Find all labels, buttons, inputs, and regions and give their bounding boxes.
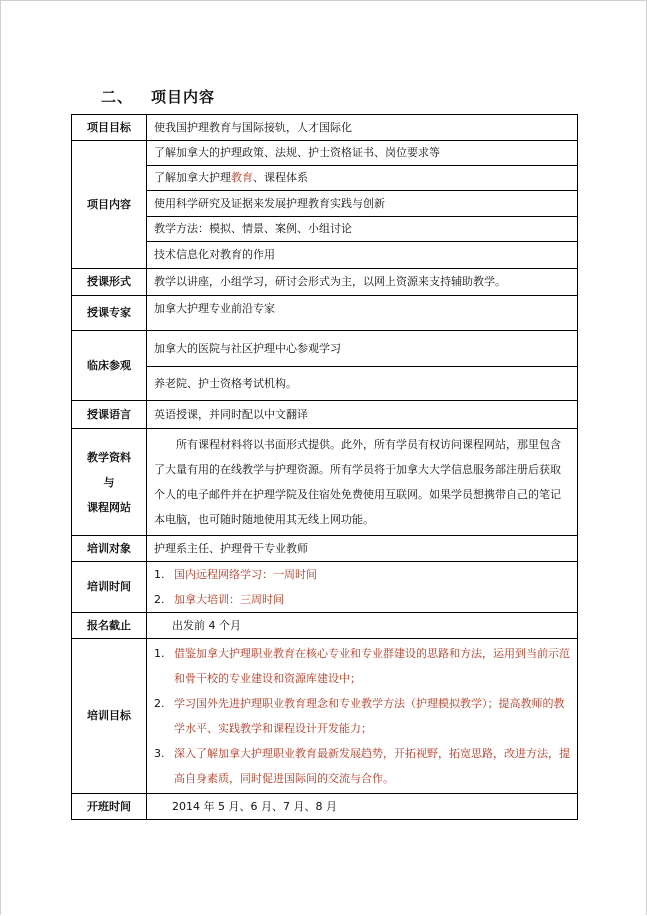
row-value: 教学以讲座，小组学习，研讨会形式为主，以网上资源来支持辅助教学。: [147, 269, 578, 296]
section-number: 二、: [101, 88, 134, 106]
content-item: [147, 166, 578, 191]
content-item: 技术信息化对教育的作用: [147, 242, 578, 269]
row-time: [72, 562, 578, 613]
list-text: 学习国外先进护理职业教育理念和专业教学方法（护理模拟教学）；提高教师的教学水平、实践教学和课程设计开发能力；: [174, 697, 565, 735]
row-language: [72, 401, 578, 429]
label-line: 与: [103, 475, 115, 489]
section-title: 项目内容: [151, 88, 216, 106]
start-text: 2014 年 5 月、6 月、7 月、8 月: [172, 799, 337, 813]
row-value: [147, 639, 578, 794]
row-label: 开班时间: [72, 794, 147, 820]
project-content-table: [71, 114, 578, 820]
row-value: [147, 613, 578, 639]
content-item-text: 了解加拿大护理: [154, 171, 231, 184]
list-number: 3.: [154, 747, 165, 760]
row-label: 报名截止: [72, 613, 147, 639]
row-clinical: [72, 367, 578, 401]
row-label: 培训时间: [72, 562, 147, 613]
clinical-item: 加拿大的医院与社区护理中心参观学习: [147, 331, 578, 367]
list-text: 深入了解加拿大护理职业教育最新发展趋势，开拓视野，拓宽思路，改进方法，提高自身素质，同时促进国际间的交流与合作。: [174, 747, 570, 785]
row-start: [72, 794, 578, 820]
row-content: [72, 141, 578, 166]
list-item: [154, 691, 570, 741]
row-format: [72, 269, 578, 296]
list-item: [154, 641, 570, 691]
deadline-text: 出发前 4 个月: [172, 618, 241, 632]
row-value: [147, 429, 578, 536]
row-value: 使我国护理教育与国际接轨，人才国际化: [147, 115, 578, 141]
content-item-text: 、课程体系: [253, 171, 308, 184]
list-number: 1.: [154, 568, 165, 581]
list-text: 国内远程网络学习：一周时间: [174, 568, 317, 581]
row-label: 培训目标: [72, 639, 147, 794]
materials-paragraph: 所有课程材料将以书面形式提供。此外，所有学员有权访问课程网站，那里包含了大量有用的在线教学与护理资源。所有学员将于加拿大大学信息服务部注册后获取个人的电子邮件并在护理学院及住宿处免费使用互联网。如果学员想携带自己的笔记本电脑，也可随时随地使用其无线上网功能。: [154, 438, 561, 526]
label-line: 教学资料: [87, 450, 131, 464]
clinical-item: 养老院、护士资格考试机构。: [147, 367, 578, 401]
row-label: [72, 429, 147, 536]
list-text: 借鉴加拿大护理职业教育在核心专业和专业群建设的思路和方法，运用到当前示范和骨干校的专业建设和资源库建设中；: [174, 647, 570, 685]
content-item-highlight: 教育: [231, 171, 253, 184]
row-objectives: [72, 639, 578, 794]
row-clinical: [72, 331, 578, 367]
row-deadline: [72, 613, 578, 639]
row-value: 护理系主任、护理骨干专业教师: [147, 536, 578, 562]
row-label: 授课专家: [72, 296, 147, 331]
row-audience: [72, 536, 578, 562]
row-value: [147, 794, 578, 820]
row-value: 英语授课，并同时配以中文翻译: [147, 401, 578, 429]
row-label: 授课语言: [72, 401, 147, 429]
row-value: [147, 562, 578, 613]
row-goal: [72, 115, 578, 141]
row-experts: [72, 296, 578, 331]
content-item: 了解加拿大的护理政策、法规、护士资格证书、岗位要求等: [147, 141, 578, 166]
row-label: 培训对象: [72, 536, 147, 562]
label-line: 课程网站: [87, 500, 131, 514]
row-label: 项目目标: [72, 115, 147, 141]
list-item: [154, 562, 570, 587]
content-item: 使用科学研究及证据来发展护理教育实践与创新: [147, 191, 578, 217]
row-content: [72, 242, 578, 269]
row-content: [72, 217, 578, 242]
section-heading: [101, 86, 215, 107]
list-number: 2.: [154, 697, 165, 710]
list-text: 加拿大培训：三周时间: [174, 593, 284, 606]
row-value: 加拿大护理专业前沿专家: [147, 296, 578, 331]
list-item: [154, 587, 570, 612]
list-number: 2.: [154, 593, 165, 606]
list-item: [154, 741, 570, 791]
list-number: 1.: [154, 647, 165, 660]
row-materials: [72, 429, 578, 536]
row-label: 授课形式: [72, 269, 147, 296]
row-label: 临床参观: [72, 331, 147, 401]
row-content: [72, 166, 578, 191]
row-label: 项目内容: [72, 141, 147, 269]
row-content: [72, 191, 578, 217]
content-item: 教学方法：模拟、情景、案例、小组讨论: [147, 217, 578, 242]
